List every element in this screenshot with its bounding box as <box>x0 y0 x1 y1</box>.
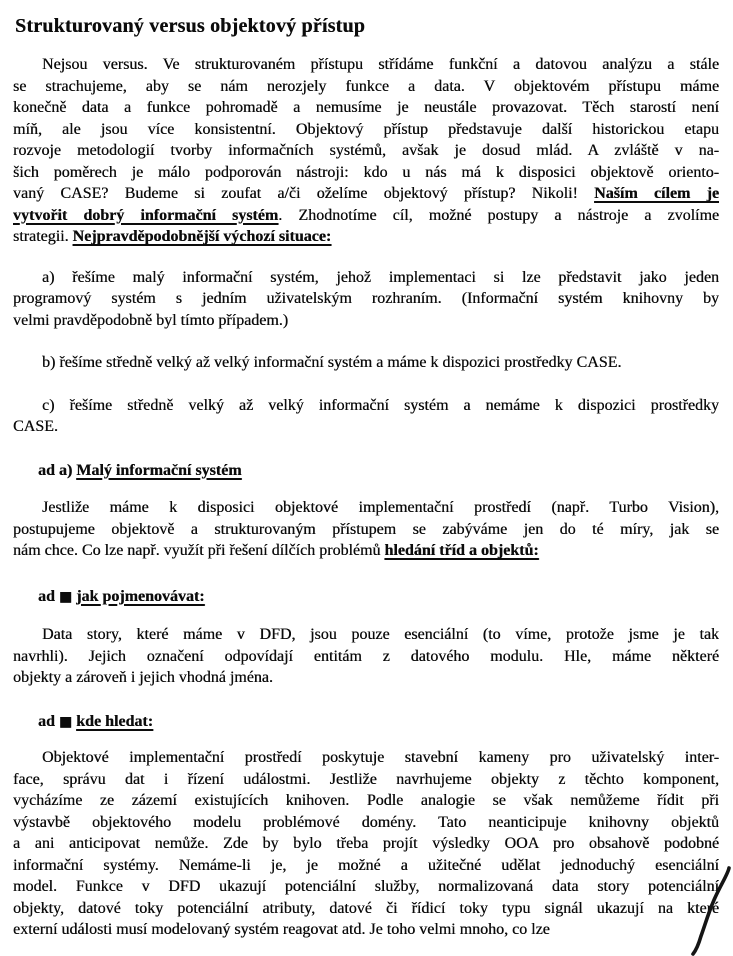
body-text: výstavbě objektového modelu problémové domény. Tato neanticipuje knihovny objektů <box>13 813 719 831</box>
filled-square-icon: ■ <box>58 713 73 730</box>
para-c <box>13 395 719 438</box>
body-text: face, správu dat i řízení událostmi. Jestliže navrhujeme objekty z těchto komponent, <box>13 770 719 788</box>
para-data-story <box>13 624 719 689</box>
text-line <box>13 646 719 668</box>
para-intro <box>13 54 719 248</box>
para-objektove <box>13 747 719 941</box>
text-line <box>13 919 719 941</box>
body-text: nám chce. Co lze např. využít při řešení dílčích problémů <box>13 542 385 559</box>
body-text: a) řešíme malý informační systém, jehož implementaci si lze představit jako jeden <box>42 268 719 286</box>
heading-jak-pojmenovavat <box>38 586 719 609</box>
emphasis-text: ad a) <box>38 461 77 479</box>
text-line <box>13 183 719 205</box>
text-line <box>13 790 719 812</box>
text-line <box>13 540 719 562</box>
emphasis-text: hledání tříd a objektů: <box>384 542 539 559</box>
emphasis-text: Naším cílem je <box>594 185 719 202</box>
body-text: objekty, datové toky potenciální atributy, datové či řídicí toky typu signál ukazují na které <box>13 899 719 917</box>
text-line <box>13 833 719 855</box>
text-line <box>13 395 719 417</box>
filled-square-icon: ■ <box>58 588 73 605</box>
document-body <box>13 54 719 941</box>
text-line <box>13 310 719 332</box>
heading-ad-a <box>38 460 719 482</box>
emphasis-text: Nejpravděpodobnější výchozí situace: <box>72 228 332 245</box>
text-line <box>13 288 719 310</box>
text-line <box>13 226 719 248</box>
text-line <box>13 140 719 162</box>
emphasis-text: Malý informační systém <box>76 461 242 479</box>
emphasis-text: vytvořit dobrý informační systém <box>13 206 279 224</box>
heading-kde-hledat <box>38 711 719 734</box>
body-text: Nejsou versus. Ve strukturovaném přístupu střídáme funkční a datovou analýzu a stále <box>42 56 719 73</box>
text-line <box>13 667 719 689</box>
para-a <box>13 267 719 332</box>
body-text: postupujeme objektově a strukturovaným přístupem se zabýváme jen do té míry, jak se <box>13 520 719 538</box>
text-line <box>13 97 719 119</box>
text-line <box>13 519 719 541</box>
body-text: c) řešíme středně velký až velký informační systém a nemáme k dispozici prostředky <box>42 396 719 414</box>
text-line <box>13 624 719 646</box>
para-b <box>13 352 719 374</box>
body-text: a ani anticipovat nemůže. Zde by bylo třeba projít výsledky OOA pro obsahově podobné <box>13 835 719 852</box>
page-title: Strukturovaný versus objektový přístup <box>15 15 366 37</box>
text-line <box>13 162 719 184</box>
body-text: míň, ale jsou více konsistentní. Objektový přístup představuje další historickou etapu <box>13 120 719 138</box>
body-text: velmi pravděpodobně byl tímto případem.) <box>13 311 289 329</box>
body-text: programový systém s jedním uživatelským rozhraním. (Informační systém knihovny by <box>13 290 719 307</box>
text-line <box>13 267 719 289</box>
heading-line <box>38 711 719 734</box>
body-text: objekty a zároveň i jejich vhodná jména. <box>13 669 273 686</box>
body-text: strategii. <box>13 228 73 245</box>
body-text: navrhli). Jejich označení odpovídají entitám z datového modulu. Hle, máme některé <box>13 647 719 665</box>
emphasis-text: jak pojmenovávat: <box>76 587 205 605</box>
emphasis-text: ad <box>38 712 59 730</box>
text-line <box>13 898 719 920</box>
text-line <box>13 352 719 374</box>
text-line <box>13 812 719 834</box>
body-text: konečně data a funkce pohromadě a nemusíme je neustále provazovat. Těch starostí není <box>13 99 719 116</box>
body-text: CASE. <box>13 418 58 435</box>
text-line <box>13 855 719 877</box>
body-text: Objektové implementační prostředí poskytuje stavební kameny pro uživatelský inter- <box>42 749 719 766</box>
body-text: vaný CASE? Budeme si zoufat a/či oželíme objektový přístup? Nikoli! <box>13 185 595 202</box>
body-text: model. Funkce v DFD ukazují potenciální služby, normalizovaná data story potenciální <box>13 878 719 895</box>
body-text: Data story, které máme v DFD, jsou pouze esenciální (to víme, protože jsme je tak <box>42 626 719 643</box>
text-line <box>13 54 719 76</box>
body-text: se strachujeme, aby se nám nerozjely funkce a data. V objektovém přístupu máme <box>13 77 719 95</box>
emphasis-text: ad <box>38 587 59 605</box>
body-text: vycházíme ze zázemí existujících knihoven. Podle analogie se však nemůžeme řídit při <box>13 792 719 809</box>
body-text: externí události musí modelovaný systém reagovat atd. Je toho velmi mnoho, co lze <box>13 921 550 938</box>
body-text: Jestliže máme k disposici objektové implementační prostředí (např. Turbo Vision), <box>42 499 719 516</box>
body-text: šich poměrech je málo podporován nástroji: kdo u nás má k disposici objektově oriento- <box>13 163 719 181</box>
body-text: b) řešíme středně velký až velký informační systém a máme k dispozici prostředky CASE. <box>42 354 622 371</box>
text-line <box>13 119 719 141</box>
text-line <box>13 497 719 519</box>
text-line <box>13 769 719 791</box>
heading-line <box>38 586 719 609</box>
body-text: rozvoje metodologií tvorby informačních systémů, avšak je dosud mlád. A zvláště v na- <box>13 142 719 159</box>
text-line <box>13 76 719 98</box>
body-text: informační systémy. Nemáme-li je, je možné a užitečné udělat jednoduchý esenciální <box>13 856 719 874</box>
emphasis-text: kde hledat: <box>76 712 154 730</box>
body-text: . Zhodnotíme cíl, možné postupy a nástroje a zvolíme <box>278 206 719 224</box>
text-line <box>13 747 719 769</box>
text-line <box>13 416 719 438</box>
text-line <box>13 205 719 227</box>
heading-line <box>38 460 719 482</box>
text-line <box>13 876 719 898</box>
para-jestlize <box>13 497 719 562</box>
